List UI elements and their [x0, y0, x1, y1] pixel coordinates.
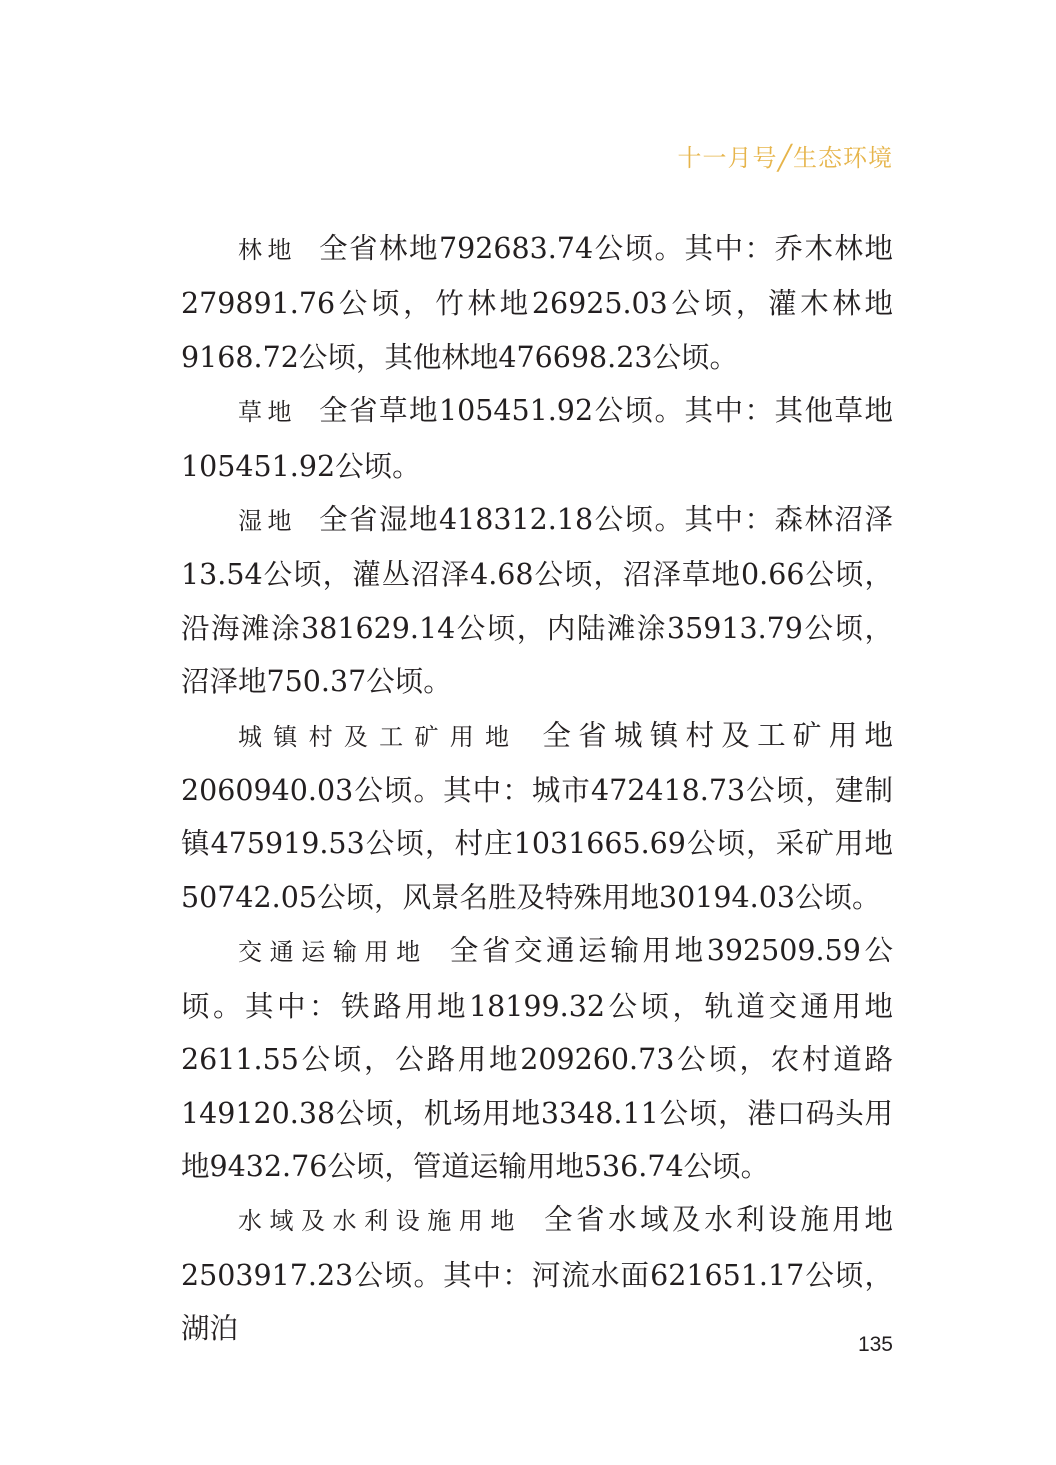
paragraph-term: 草地: [238, 398, 297, 427]
paragraph-urban-mining: [181, 709, 893, 925]
body-text: [181, 222, 893, 1356]
paragraph-term: 城镇村及工矿用地: [238, 722, 521, 751]
paragraph-text: 全省水域及水利设施用地2503917.23公顷。其中：河流水面621651.17公顷，湖泊: [181, 1203, 893, 1346]
page-number: 135: [857, 1333, 893, 1356]
paragraph-text: 全省交通运输用地392509.59公顷。其中：铁路用地18199.32公顷，轨道交通用地2611.55公顷，公路用地209260.73公顷，农村道路149120.38公顷，机场用地3348.11公顷，港口码头用地9432.76公顷，管道运输用地536.74公顷。: [181, 934, 893, 1183]
paragraph-forest: [181, 222, 893, 384]
running-head: 十一月号╱生态环境: [677, 144, 893, 172]
paragraph-term: 湿地: [238, 507, 297, 536]
paragraph-text: 全省草地105451.92公顷。其中：其他草地105451.92公顷。: [181, 394, 893, 483]
paragraph-term: 交通运输用地: [238, 938, 428, 967]
paragraph-text: 全省城镇村及工矿用地2060940.03公顷。其中：城市472418.73公顷，建制镇475919.53公顷，村庄1031665.69公顷，采矿用地50742.05公顷，风景名胜及特殊用地30194.03公顷。: [181, 718, 893, 914]
paragraph-transport: [181, 924, 893, 1193]
paragraph-text: 全省湿地418312.18公顷。其中：森林沼泽13.54公顷，灌丛沼泽4.68公顷，沼泽草地0.66公顷，沿海滩涂381629.14公顷，内陆滩涂35913.79公顷，沼泽地750.37公顷。: [181, 503, 893, 699]
paragraph-term: 林地: [238, 236, 297, 264]
paragraph-water: [181, 1193, 893, 1355]
paragraph-text: 全省林地792683.74公顷。其中：乔木林地279891.76公顷，竹林地26925.03公顷，灌木林地9168.72公顷，其他林地476698.23公顷。: [181, 232, 893, 374]
paragraph-wetland: [181, 493, 893, 709]
paragraph-term: 水域及水利设施用地: [238, 1207, 522, 1236]
paragraph-grassland: [181, 384, 893, 493]
